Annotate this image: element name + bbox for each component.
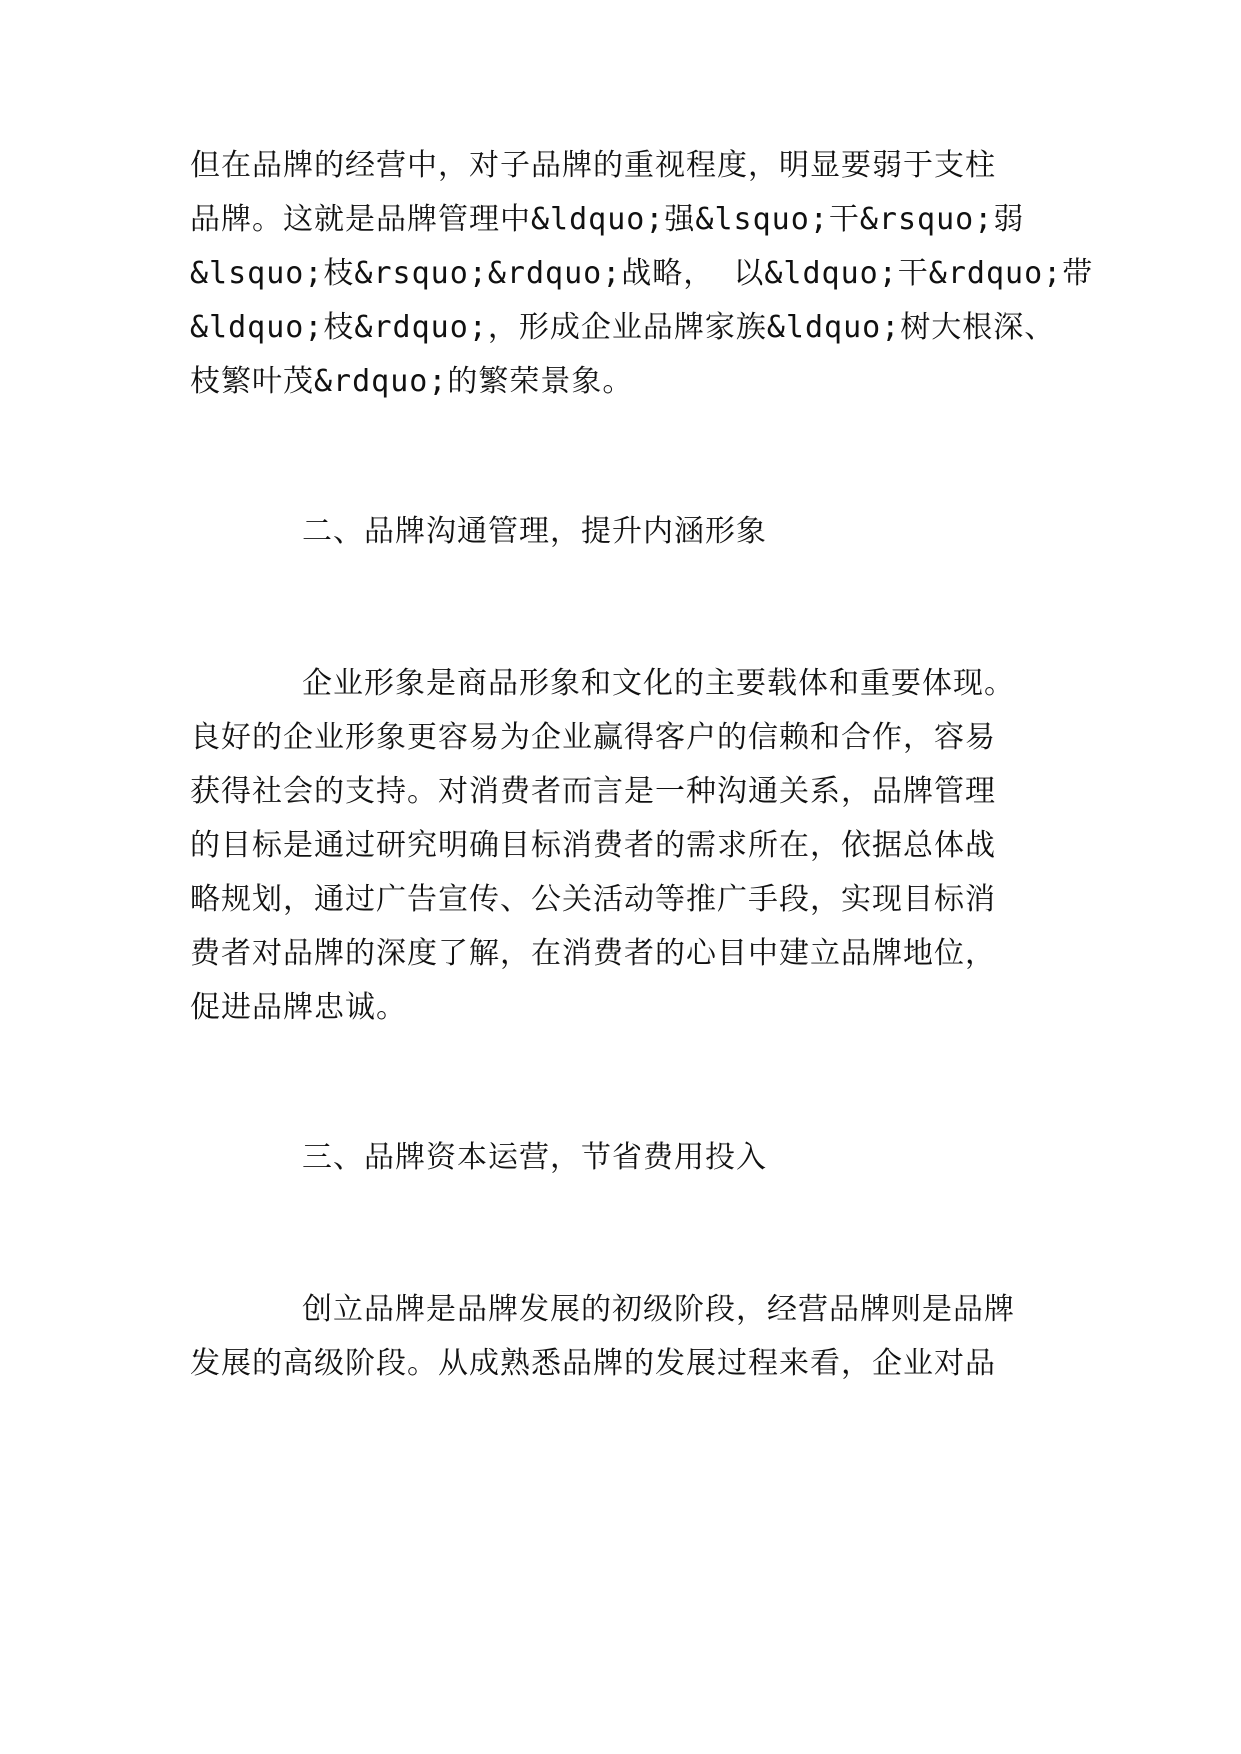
paragraph-1-line-5: 枝繁叶茂&rdquo;的繁荣景象。: [190, 364, 634, 399]
paragraph-2-line-2: 良好的企业形象更容易为企业赢得客户的信赖和合作，容易: [190, 720, 996, 755]
paragraph-2-line-4: 的目标是通过研究明确目标消费者的需求所在，依据总体战: [190, 828, 996, 863]
paragraph-1-line-4: &ldquo;枝&rdquo;，形成企业品牌家族&ldquo;树大根深、: [190, 310, 1056, 345]
paragraph-2-line-5: 略规划，通过广告宣传、公关活动等推广手段，实现目标消: [190, 882, 996, 917]
paragraph-1-line-1: 但在品牌的经营中，对子品牌的重视程度，明显要弱于支柱: [190, 148, 996, 183]
section-heading-2: 二、品牌沟通管理，提升内涵形象: [302, 514, 767, 549]
paragraph-2-line-1: 企业形象是商品形象和文化的主要载体和重要体现。: [302, 666, 1015, 701]
paragraph-3-line-1: 创立品牌是品牌发展的初级阶段，经营品牌则是品牌: [302, 1292, 1015, 1327]
paragraph-2-line-6: 费者对品牌的深度了解，在消费者的心目中建立品牌地位，: [190, 936, 996, 971]
paragraph-1-line-2: 品牌。这就是品牌管理中&ldquo;强&lsquo;干&rsquo;弱: [190, 202, 1025, 237]
paragraph-2-line-7: 促进品牌忠诚。: [190, 990, 407, 1025]
section-heading-3: 三、品牌资本运营，节省费用投入: [302, 1140, 767, 1175]
paragraph-2-line-3: 获得社会的支持。对消费者而言是一种沟通关系，品牌管理: [190, 774, 996, 809]
paragraph-3-line-2: 发展的高级阶段。从成熟悉品牌的发展过程来看，企业对品: [190, 1346, 996, 1381]
paragraph-1-line-3: &lsquo;枝&rsquo;&rdquo;战略， 以&ldquo;干&rdquo;带: [190, 256, 1094, 291]
